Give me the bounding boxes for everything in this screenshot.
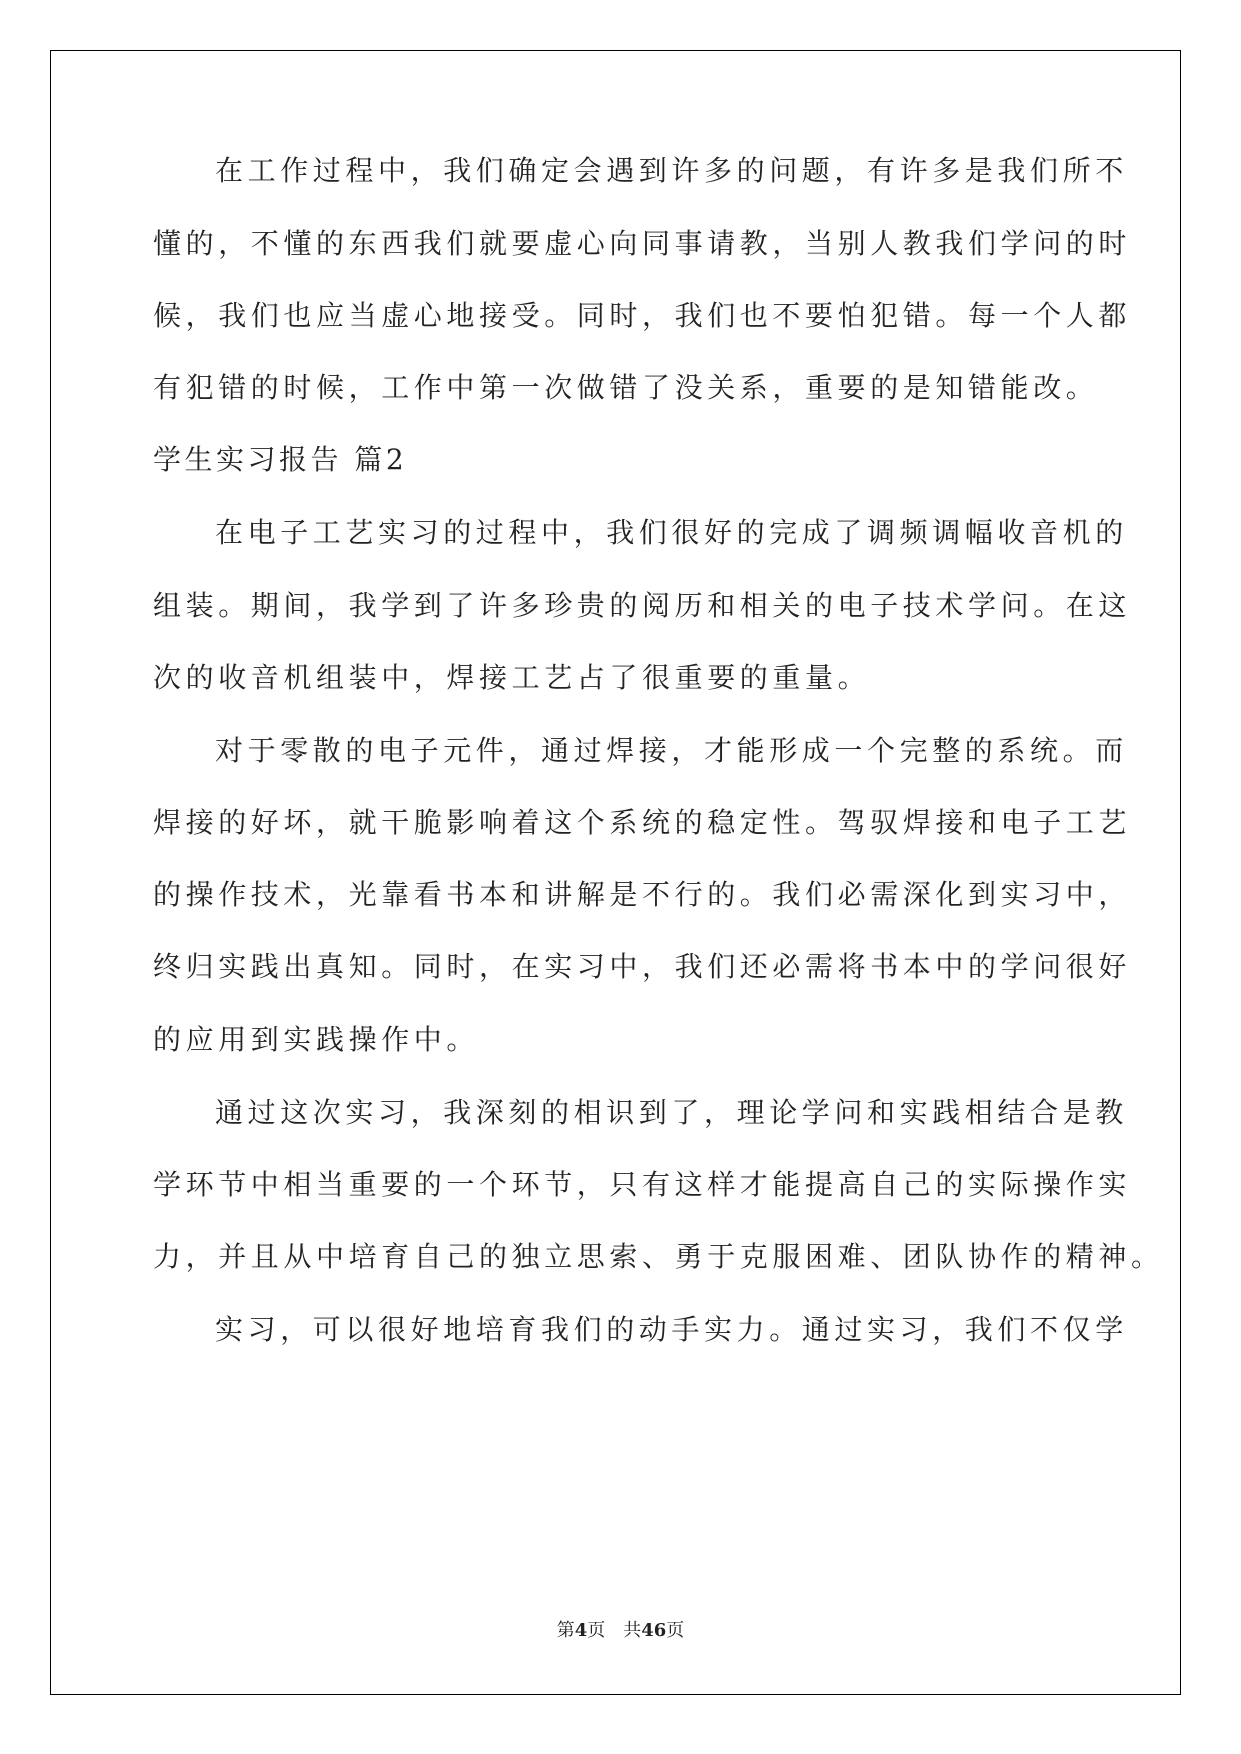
paragraph-3-line-5: 的应用到实践操作中。 xyxy=(153,1023,480,1056)
page-footer xyxy=(0,1616,1241,1642)
section-heading: 学生实习报告 篇2 xyxy=(153,443,408,476)
paragraph-1-line-3: 候，我们也应当虚心地接受。同时，我们也不要怕犯错。每一个人都 xyxy=(153,299,1132,332)
paragraph-3-line-3: 的操作技术，光靠看书本和讲解是不行的。我们必需深化到实习中， xyxy=(153,878,1132,911)
footer-page-prefix: 第 xyxy=(556,1620,575,1641)
footer-page-suffix: 页 xyxy=(666,1620,685,1641)
paragraph-2-line-2: 组装。期间，我学到了许多珍贵的阅历和相关的电子技术学问。在这 xyxy=(153,589,1132,622)
footer-total-pages: 46 xyxy=(641,1620,667,1641)
paragraph-4-line-1: 通过这次实习，我深刻的相识到了，理论学问和实践相结合是教 xyxy=(215,1096,1128,1129)
paragraph-4-line-2: 学环节中相当重要的一个环节，只有这样才能提高自己的实际操作实 xyxy=(153,1168,1132,1201)
paragraph-1-line-4: 有犯错的时候，工作中第一次做错了没关系，重要的是知错能改。 xyxy=(153,371,1099,404)
paragraph-1-line-2: 懂的，不懂的东西我们就要虚心向同事请教，当别人教我们学问的时 xyxy=(153,227,1132,260)
page-border xyxy=(50,50,1181,1695)
paragraph-4-line-3: 力，并且从中培育自己的独立思索、勇于克服困难、团队协作的精神。 xyxy=(153,1240,1164,1273)
paragraph-3-line-1: 对于零散的电子元件，通过焊接，才能形成一个完整的系统。而 xyxy=(215,734,1128,767)
paragraph-2-line-3: 次的收音机组装中，焊接工艺占了很重要的重量。 xyxy=(153,661,871,694)
paragraph-3-line-4: 终归实践出真知。同时，在实习中，我们还必需将书本中的学问很好 xyxy=(153,950,1132,983)
paragraph-1-line-1: 在工作过程中，我们确定会遇到许多的问题，有许多是我们所不 xyxy=(215,154,1128,187)
footer-page-mid: 页 共 xyxy=(587,1620,642,1641)
paragraph-5-line-1: 实习，可以很好地培育我们的动手实力。通过实习，我们不仅学 xyxy=(215,1313,1128,1346)
paragraph-3-line-2: 焊接的好坏，就干脆影响着这个系统的稳定性。驾驭焊接和电子工艺 xyxy=(153,806,1132,839)
footer-page-number: 4 xyxy=(574,1620,588,1641)
paragraph-2-line-1: 在电子工艺实习的过程中，我们很好的完成了调频调幅收音机的 xyxy=(215,516,1128,549)
